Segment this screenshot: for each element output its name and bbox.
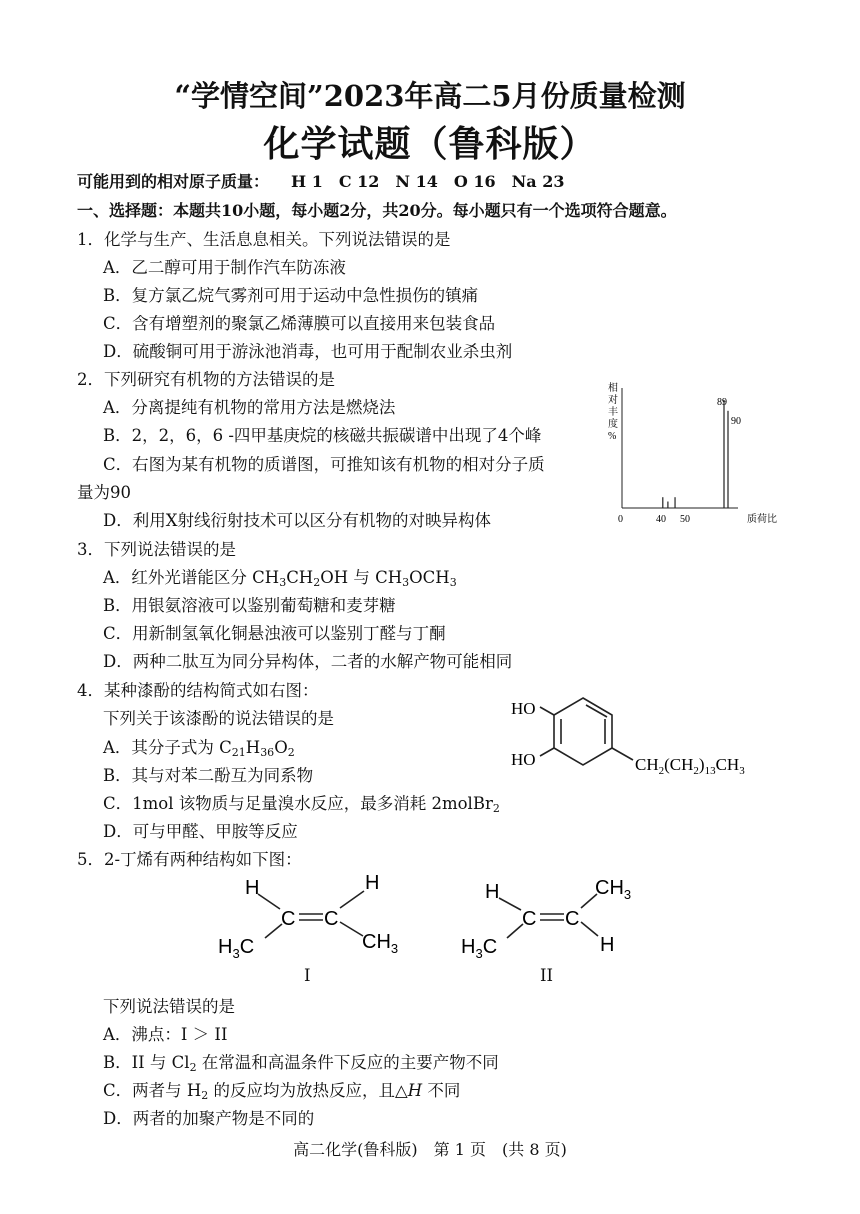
svg-text:H: H — [365, 872, 380, 894]
structure-label-ii: II — [540, 966, 554, 985]
ylabel-char-5: % — [608, 431, 617, 442]
q1-option-b: B．复方氯乙烷气雾剂可用于运动中急性损伤的镇痛 — [103, 286, 479, 305]
q5-option-d: D．两者的加聚产物是不同的 — [103, 1109, 315, 1128]
urushiol-structure — [505, 690, 770, 795]
page-footer: 高二化学(鲁科版) 第 1 页 (共 8 页) — [293, 1140, 567, 1159]
q4-sub-stem: 下列关于该漆酚的说法错误的是 — [103, 709, 334, 728]
svg-text:H3C: $H_3C$ — [461, 936, 498, 961]
q3-option-c: C．用新制氢氧化铜悬浊液可以鉴别丁醛与丁酮 — [103, 624, 446, 643]
title-line2: 化学试题（鲁科版） — [263, 124, 597, 165]
svg-text:CH3: $CH_3$ — [595, 877, 632, 902]
benzene-ring — [554, 698, 612, 765]
trans-2-butene-structure — [455, 866, 655, 966]
ylabel-char-4: 度 — [608, 419, 618, 430]
svg-text:C: C — [565, 908, 580, 930]
q2-option-c-cont: 量为90 — [77, 483, 131, 502]
svg-text:C: C — [324, 908, 339, 930]
title-line1: “学情空间”2023年高二5月份质量检测 — [174, 79, 686, 113]
tick-label-40: 40 — [656, 514, 666, 525]
alkyl-chain: $CH_2(CH_2)_{13}CH_3$ — [635, 755, 745, 777]
oh-label-2: HO — [511, 750, 536, 769]
q3-option-d: D．两种二肽互为同分异构体，二者的水解产物可能相同 — [103, 652, 513, 671]
x-axis-label: 质荷比 — [747, 514, 777, 525]
svg-text:C: C — [281, 908, 296, 930]
q2-option-a: A．分离提纯有机物的常用方法是燃烧法 — [103, 398, 396, 417]
svg-text:H: H — [485, 881, 500, 903]
q5-sub-stem: 下列说法错误的是 — [103, 997, 235, 1016]
atomic-masses-values: H 1 C 12 N 14 O 16 Na 23 — [291, 172, 565, 191]
peak-label-89: 89 — [717, 397, 727, 408]
q4-option-d: D．可与甲醛、甲胺等反应 — [103, 822, 298, 841]
ylabel-char-1: 相 — [608, 383, 618, 394]
q1-stem: 1．化学与生产、生活息息相关。下列说法错误的是 — [77, 230, 451, 249]
tick-label-0: 0 — [618, 514, 623, 525]
q1-option-a: A．乙二醇可用于制作汽车防冻液 — [103, 258, 346, 277]
q5-option-a: A．沸点：I ＞ II — [103, 1025, 228, 1044]
q3-option-b: B．用银氨溶液可以鉴别葡萄糖和麦芽糖 — [103, 596, 396, 615]
q2-option-b: B．2，2，6，6 -四甲基庚烷的核磁共振碳谱中出现了4个峰 — [103, 426, 542, 445]
q5-option-c: C．两者与 $H_2$ 的反应均为放热反应，且△H 不同 — [103, 1081, 461, 1102]
mass-spectrum-chart — [600, 380, 800, 528]
q4-option-b: B．其与对苯二酚互为同系物 — [103, 766, 314, 785]
peak-label-90: 90 — [731, 416, 741, 427]
ylabel-char-3: 丰 — [608, 407, 618, 418]
q2-stem: 2．下列研究有机物的方法错误的是 — [77, 370, 335, 389]
q3-option-a: A．红外光谱能区分 $CH_3CH_2OH$ 与 $CH_3OCH_3$ — [103, 568, 457, 589]
q1-option-c: C．含有增塑剂的聚氯乙烯薄膜可以直接用来包装食品 — [103, 314, 496, 333]
ylabel-char-2: 对 — [608, 395, 618, 406]
oh-label-1: HO — [511, 699, 536, 718]
q3-stem: 3．下列说法错误的是 — [77, 540, 236, 559]
cis-2-butene-structure — [210, 866, 440, 966]
svg-text:H: H — [245, 877, 260, 899]
q4-option-a: A．其分子式为 $C_{21}H_{36}O_2$ — [103, 738, 295, 759]
atomic-masses — [77, 169, 564, 192]
q4-stem: 4．某种漆酚的结构简式如右图： — [77, 681, 319, 700]
svg-text:CH3: $CH_3$ — [362, 931, 399, 956]
tick-label-50: 50 — [680, 514, 690, 525]
svg-text:H3C: $H_3C$ — [218, 936, 255, 961]
q4-option-c: C．1mol 该物质与足量溴水反应，最多消耗 2molBr$_2$ — [103, 794, 500, 815]
q1-option-d: D．硫酸铜可用于游泳池消毒，也可用于配制农业杀虫剂 — [103, 342, 513, 361]
q5-stem: 5．2-丁烯有两种结构如下图： — [77, 850, 302, 869]
structure-label-i: I — [304, 966, 311, 985]
svg-text:H: H — [600, 934, 615, 956]
svg-text:C: C — [522, 908, 537, 930]
section-heading: 一、选择题：本题共10小题，每小题2分，共20分。每小题只有一个选项符合题意。 — [77, 201, 677, 220]
q2-option-d: D．利用X射线衍射技术可以区分有机物的对映异构体 — [103, 511, 491, 530]
peaks — [663, 400, 728, 508]
atomic-masses-label: 可能用到的相对原子质量： — [77, 172, 270, 191]
q2-option-c: C．右图为某有机物的质谱图，可推知该有机物的相对分子质 — [103, 455, 545, 474]
q5-option-b: B．II 与 $Cl_2$ 在常温和高温条件下反应的主要产物不同 — [103, 1053, 499, 1074]
